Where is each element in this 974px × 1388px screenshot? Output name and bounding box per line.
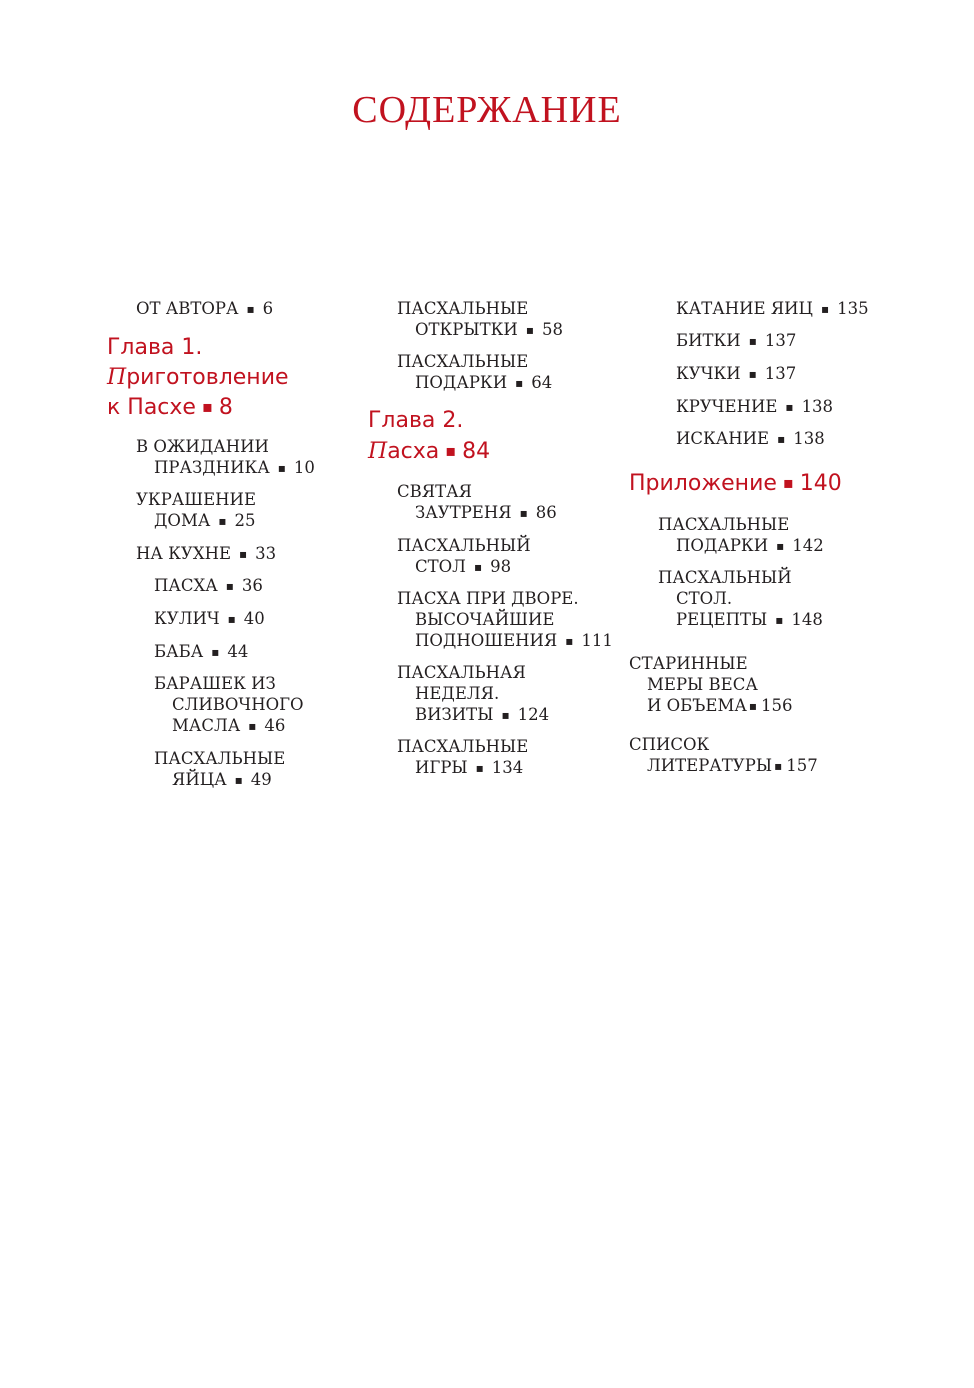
- toc-entry-text: УКРАШЕНИЕ: [136, 490, 256, 509]
- toc-entry-line: [629, 734, 818, 755]
- toc-entry-line: [658, 514, 824, 535]
- toc-entry-text: СПИСОК: [629, 735, 710, 754]
- toc-heading-line: [368, 406, 490, 436]
- bullet-separator: ▪: [501, 708, 510, 722]
- toc-entry-text: ПАСХАЛЬНЫЕ: [658, 515, 790, 534]
- toc-page-number: 33: [255, 544, 277, 563]
- toc-entry-zautrenya: [397, 481, 557, 524]
- toc-entry-text: КУЛИЧ: [154, 609, 220, 628]
- toc-entry-paskha-1: [154, 575, 263, 597]
- toc-page-number: 137: [764, 331, 797, 350]
- bullet-separator: ▪: [211, 645, 220, 659]
- toc-page-number: 64: [531, 373, 553, 392]
- toc-entry-line: [136, 510, 256, 532]
- toc-entry-line: [676, 363, 796, 385]
- toc-page-number: 6: [262, 299, 274, 318]
- toc-entry-line: [397, 319, 563, 341]
- toc-entry-text: КРУЧЕНИЕ: [676, 397, 778, 416]
- toc-entry-pri-dvore: [397, 588, 613, 652]
- toc-entry-line: [658, 609, 823, 631]
- toc-entry-line: [154, 575, 263, 597]
- bullet-separator: ▪: [445, 440, 457, 460]
- toc-entry-line: [397, 481, 557, 502]
- toc-entry-text: ЛИТЕРАТУРЫ: [647, 756, 773, 775]
- toc-entry-text: ВИЗИТЫ: [415, 705, 494, 724]
- bullet-separator: ▪: [227, 612, 236, 626]
- toc-page-number: 111: [581, 631, 613, 650]
- toc-entry-text: КАТАНИЕ ЯИЦ: [676, 299, 813, 318]
- toc-entry-text: ИСКАНИЕ: [676, 429, 770, 448]
- toc-entry-line: [629, 755, 818, 777]
- toc-entry-text: СТОЛ.: [676, 589, 733, 608]
- toc-entry-line: [136, 298, 273, 320]
- bullet-separator: ▪: [225, 579, 234, 593]
- toc-entry-text: КУЧКИ: [676, 364, 741, 383]
- toc-entry-text: БАРАШЕК ИЗ: [154, 674, 276, 693]
- toc-entry-text: СТАРИННЫЕ: [629, 654, 748, 673]
- toc-heading-text: асха: [387, 438, 440, 464]
- toc-entry-line: [676, 330, 796, 352]
- page-title: СОДЕРЖАНИЕ: [352, 89, 622, 131]
- toc-page-number: 137: [764, 364, 797, 383]
- toc-heading-text: Приложение: [629, 471, 777, 496]
- toc-entry-text: ПАСХАЛЬНЫЙ: [658, 568, 792, 587]
- toc-heading-text: к Пасхе: [107, 395, 196, 420]
- bullet-separator: ▪: [475, 761, 484, 775]
- toc-entry-line: [397, 502, 557, 524]
- toc-entry-line: [397, 298, 563, 319]
- toc-entry-otkrytki: [397, 298, 563, 341]
- toc-entry-line: [136, 489, 256, 510]
- toc-entry-line: [629, 653, 792, 674]
- toc-entry-line: [154, 715, 304, 737]
- toc-page-number: 98: [490, 557, 512, 576]
- toc-entry-v-ozhidanii: [136, 436, 315, 479]
- toc-entry-nedelya: [397, 662, 549, 726]
- toc-page-number: 140: [799, 471, 842, 496]
- toc-entry-text: И ОБЪЕМА: [647, 696, 747, 715]
- toc-page-number: 86: [535, 503, 557, 522]
- bullet-separator: ▪: [519, 506, 528, 520]
- toc-entry-text: ОТ АВТОРА: [136, 299, 239, 318]
- toc-entry-text: ЯЙЦА: [172, 770, 227, 789]
- toc-entry-text: ПОДНОШЕНИЯ: [415, 631, 558, 650]
- toc-entry-line: [136, 543, 276, 565]
- toc-entry-literatura: [629, 734, 818, 777]
- toc-entry-baba: [154, 641, 248, 663]
- toc-entry-stol-1: [397, 535, 531, 578]
- toc-entry-line: [397, 683, 549, 704]
- toc-entry-na-kukhne: [136, 543, 276, 565]
- toc-page-number: 10: [293, 458, 315, 477]
- toc-entry-line: [154, 694, 304, 715]
- toc-entry-line: [397, 704, 549, 726]
- bullet-separator: ▪: [201, 397, 213, 416]
- bullet-separator: ▪: [785, 400, 794, 414]
- toc-heading-line: [629, 468, 842, 499]
- toc-entry-line: [154, 769, 285, 791]
- toc-heading-line: [368, 436, 490, 467]
- toc-entry-ot-avtora: [136, 298, 273, 320]
- toc-heading-line: [107, 392, 289, 423]
- toc-page-number: 40: [243, 609, 265, 628]
- bullet-separator: ▪: [776, 539, 785, 553]
- toc-entry-text: ПОДАРКИ: [415, 373, 508, 392]
- toc-page-number: 46: [264, 716, 286, 735]
- toc-entry-line: [154, 673, 304, 694]
- toc-entry-igry: [397, 736, 528, 779]
- toc-entry-line: [629, 674, 792, 695]
- toc-entry-line: [658, 588, 823, 609]
- bullet-separator: ▪: [782, 473, 794, 492]
- bullet-separator: ▪: [565, 634, 574, 648]
- toc-entry-text: ПАСХАЛЬНЫЕ: [397, 352, 529, 371]
- toc-entry-text: В ОЖИДАНИИ: [136, 437, 269, 456]
- toc-page-number: 134: [491, 758, 524, 777]
- bullet-separator: ▪: [775, 613, 784, 627]
- toc-entry-text: ОТКРЫТКИ: [415, 320, 518, 339]
- toc-entry-stol-2: [658, 567, 823, 631]
- toc-entry-line: [136, 457, 315, 479]
- bullet-separator: ▪: [473, 560, 483, 574]
- toc-page-number: 36: [241, 576, 263, 595]
- toc-entry-text: МЕРЫ ВЕСА: [647, 675, 758, 694]
- toc-entry-text: ВЫСОЧАЙШИЕ: [415, 610, 555, 629]
- toc-heading-text: Глава 1.: [107, 335, 203, 360]
- toc-entry-text: ПАСХАЛЬНЫЕ: [397, 299, 529, 318]
- toc-entry-bitki: [676, 330, 796, 352]
- toc-entry-barashek: [154, 673, 304, 737]
- toc-page-number: 156: [760, 696, 793, 715]
- toc-entry-text: ПАСХА: [154, 576, 218, 595]
- toc-heading-line: [107, 363, 289, 393]
- toc-entry-text: ДОМА: [154, 511, 211, 530]
- toc-heading-chapter-1: [107, 333, 289, 423]
- toc-entry-text: ПАСХАЛЬНАЯ: [397, 663, 526, 682]
- toc-page-number: 84: [462, 438, 491, 464]
- toc-entry-line: [397, 757, 528, 779]
- toc-entry-text: НА КУХНЕ: [136, 544, 232, 563]
- toc-entry-text: СВЯТАЯ: [397, 482, 472, 501]
- bullet-separator: ▪: [748, 699, 757, 713]
- toc-entry-kulich: [154, 608, 265, 630]
- toc-entry-kuchki: [676, 363, 796, 385]
- bullet-separator: ▪: [239, 547, 248, 561]
- toc-entry-text: ИГРЫ: [415, 758, 468, 777]
- toc-entry-text: НЕДЕЛЯ.: [415, 684, 500, 703]
- toc-heading-appendix: [629, 468, 842, 499]
- toc-entry-text: ПАСХАЛЬНЫЕ: [154, 749, 286, 768]
- toc-entry-text: МАСЛА: [172, 716, 241, 735]
- toc-page-number: 142: [792, 536, 824, 555]
- toc-entry-mery: [629, 653, 792, 717]
- toc-entry-line: [676, 298, 869, 320]
- toc-entry-podarki-2: [658, 514, 824, 557]
- bullet-separator: ▪: [525, 323, 534, 337]
- toc-entry-line: [397, 372, 552, 394]
- toc-page-number: 58: [541, 320, 563, 339]
- toc-page-number: 124: [517, 705, 550, 724]
- bullet-separator: ▪: [515, 376, 524, 390]
- toc-page-number: 135: [837, 299, 869, 318]
- bullet-separator: ▪: [234, 773, 243, 787]
- bullet-separator: ▪: [277, 461, 286, 475]
- toc-entry-line: [397, 662, 549, 683]
- toc-entry-line: [397, 556, 531, 578]
- toc-entry-line: [629, 695, 792, 717]
- toc-entry-line: [154, 641, 248, 663]
- toc-heading-chapter-2: [368, 406, 490, 466]
- toc-entry-line: [136, 436, 315, 457]
- toc-heading-initial: П: [368, 438, 388, 464]
- bullet-separator: ▪: [748, 334, 757, 348]
- bullet-separator: ▪: [774, 759, 783, 773]
- toc-entry-text: ПРАЗДНИКА: [154, 458, 270, 477]
- bullet-separator: ▪: [777, 432, 786, 446]
- toc-page-number: 25: [234, 511, 256, 530]
- toc-entry-iskanie: [676, 428, 825, 450]
- bullet-separator: ▪: [748, 367, 757, 381]
- toc-entry-line: [658, 567, 823, 588]
- toc-entry-text: ЗАУТРЕНЯ: [415, 503, 512, 522]
- toc-entry-text: ПАСХАЛЬНЫЙ: [397, 536, 531, 555]
- toc-entry-line: [397, 736, 528, 757]
- toc-page-number: 138: [801, 397, 834, 416]
- toc-entry-line: [397, 609, 613, 630]
- toc-entry-line: [397, 630, 613, 652]
- toc-entry-text: ПОДАРКИ: [676, 536, 769, 555]
- toc-page-number: 157: [786, 756, 818, 775]
- toc-entry-line: [397, 588, 613, 609]
- toc-entry-yaytsa: [154, 748, 285, 791]
- toc-entry-line: [397, 351, 552, 372]
- toc-entry-text: СТОЛ: [415, 557, 466, 576]
- bullet-separator: ▪: [246, 302, 255, 316]
- toc-heading-text: Глава 2.: [368, 408, 464, 433]
- toc-entry-text: РЕЦЕПТЫ: [676, 610, 768, 629]
- toc-entry-text: БАБА: [154, 642, 204, 661]
- toc-heading-line: [107, 333, 289, 363]
- toc-entry-text: СЛИВОЧНОГО: [172, 695, 304, 714]
- toc-heading-initial: П: [107, 364, 127, 390]
- bullet-separator: ▪: [218, 514, 227, 528]
- toc-entry-line: [658, 535, 824, 557]
- toc-entry-podarki-1: [397, 351, 552, 394]
- toc-entry-line: [154, 608, 265, 630]
- toc-entry-katanie: [676, 298, 869, 320]
- toc-entry-ukrashenie: [136, 489, 256, 532]
- toc-page-number: 138: [793, 429, 825, 448]
- toc-entry-text: БИТКИ: [676, 331, 741, 350]
- toc-heading-text: риготовление: [126, 364, 289, 390]
- toc-page-number: 8: [218, 395, 233, 420]
- toc-entry-kruchenie: [676, 396, 833, 418]
- toc-page-number: 49: [250, 770, 272, 789]
- toc-entry-line: [676, 396, 833, 418]
- toc-entry-line: [676, 428, 825, 450]
- toc-page-number: 148: [791, 610, 823, 629]
- toc-entry-line: [397, 535, 531, 556]
- bullet-separator: ▪: [248, 719, 257, 733]
- bullet-separator: ▪: [820, 302, 830, 316]
- toc-entry-line: [154, 748, 285, 769]
- toc-page-number: 44: [227, 642, 249, 661]
- toc-entry-text: ПАСХА ПРИ ДВОРЕ.: [397, 589, 579, 608]
- toc-entry-text: ПАСХАЛЬНЫЕ: [397, 737, 529, 756]
